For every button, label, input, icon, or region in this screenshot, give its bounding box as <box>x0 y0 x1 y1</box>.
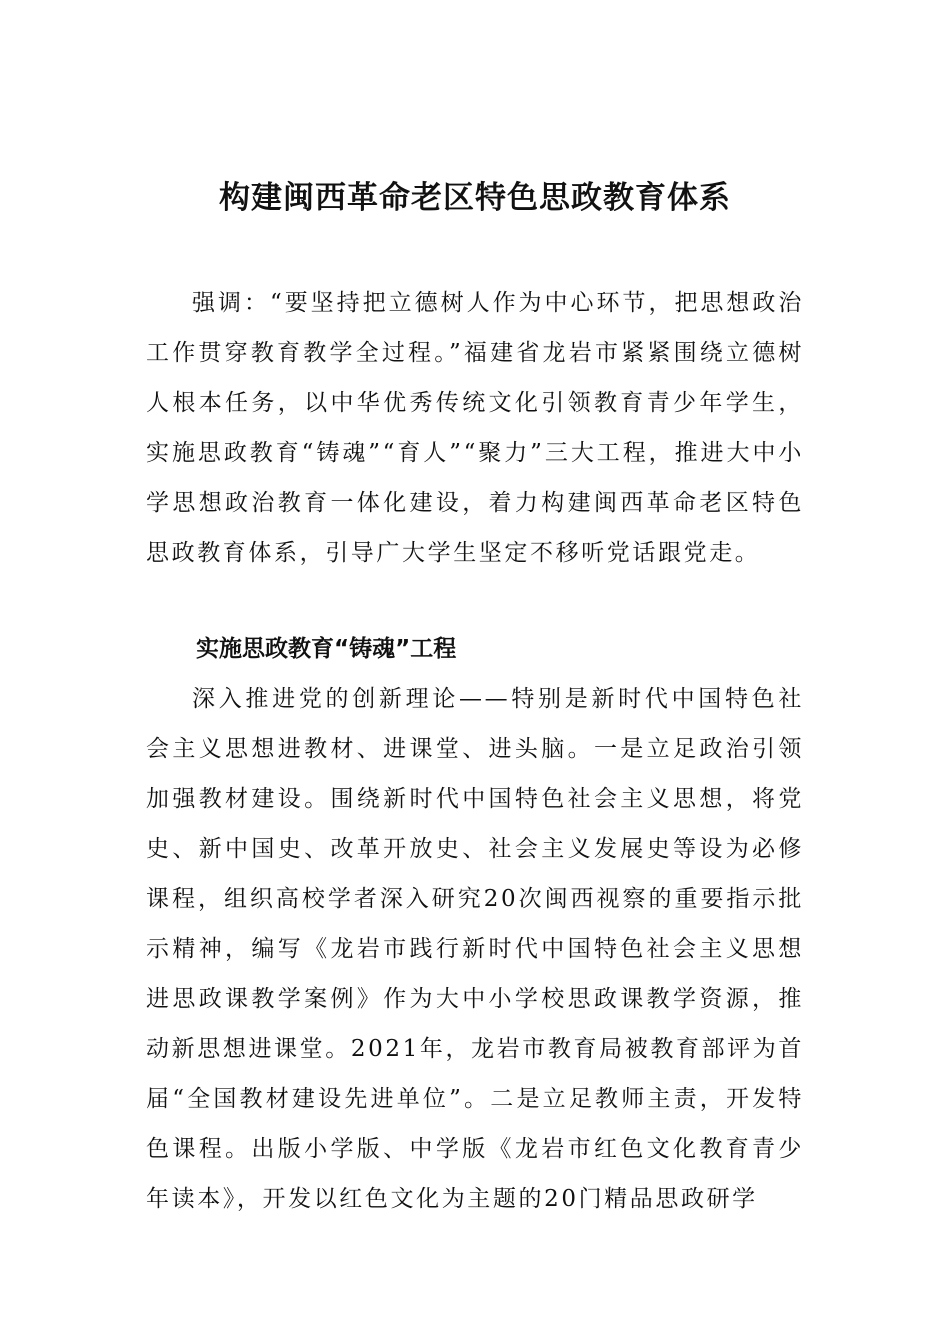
section-paragraph: 深入推进党的创新理论——特别是新时代中国特色社会主义思想进教材、进课堂、进头脑。一是立足政治引领加强教材建设。围绕新时代中国特色社会主义思想，将党史、新中国史、改革开放史、社会主义发展史等设为必修课程，组织高校学者深入研究20次闽西视察的重要指示批示精神，编写《龙岩市践行新时代中国特色社会主义思想进思政课教学案例》作为大中小学校思政课教学资源，推动新思想进课堂。2021年，龙岩市教育局被教育部评为首届“全国教材建设先进单位”。二是立足教师主责，开发特色课程。出版小学版、中学版《龙岩市红色文化教育青少年读本》，开发以红色文化为主题的20门精品思政研学 <box>146 686 804 1212</box>
document-title: 构建闽西革命老区特色思政教育体系 <box>219 180 731 216</box>
intro-paragraph: 强调：“要坚持把立德树人作为中心环节，把思想政治工作贯穿教育教学全过程。”福建省龙岩市紧紧围绕立德树人根本任务，以中华优秀传统文化引领教育青少年学生，实施思政教育“铸魂”“育人”“聚力”三大工程，推进大中小学思想政治教育一体化建设，着力构建闽西革命老区特色思政教育体系，引导广大学生坚定不移听党话跟党走。 <box>146 290 804 566</box>
section-heading: 实施思政教育“铸魂”工程 <box>196 636 457 662</box>
